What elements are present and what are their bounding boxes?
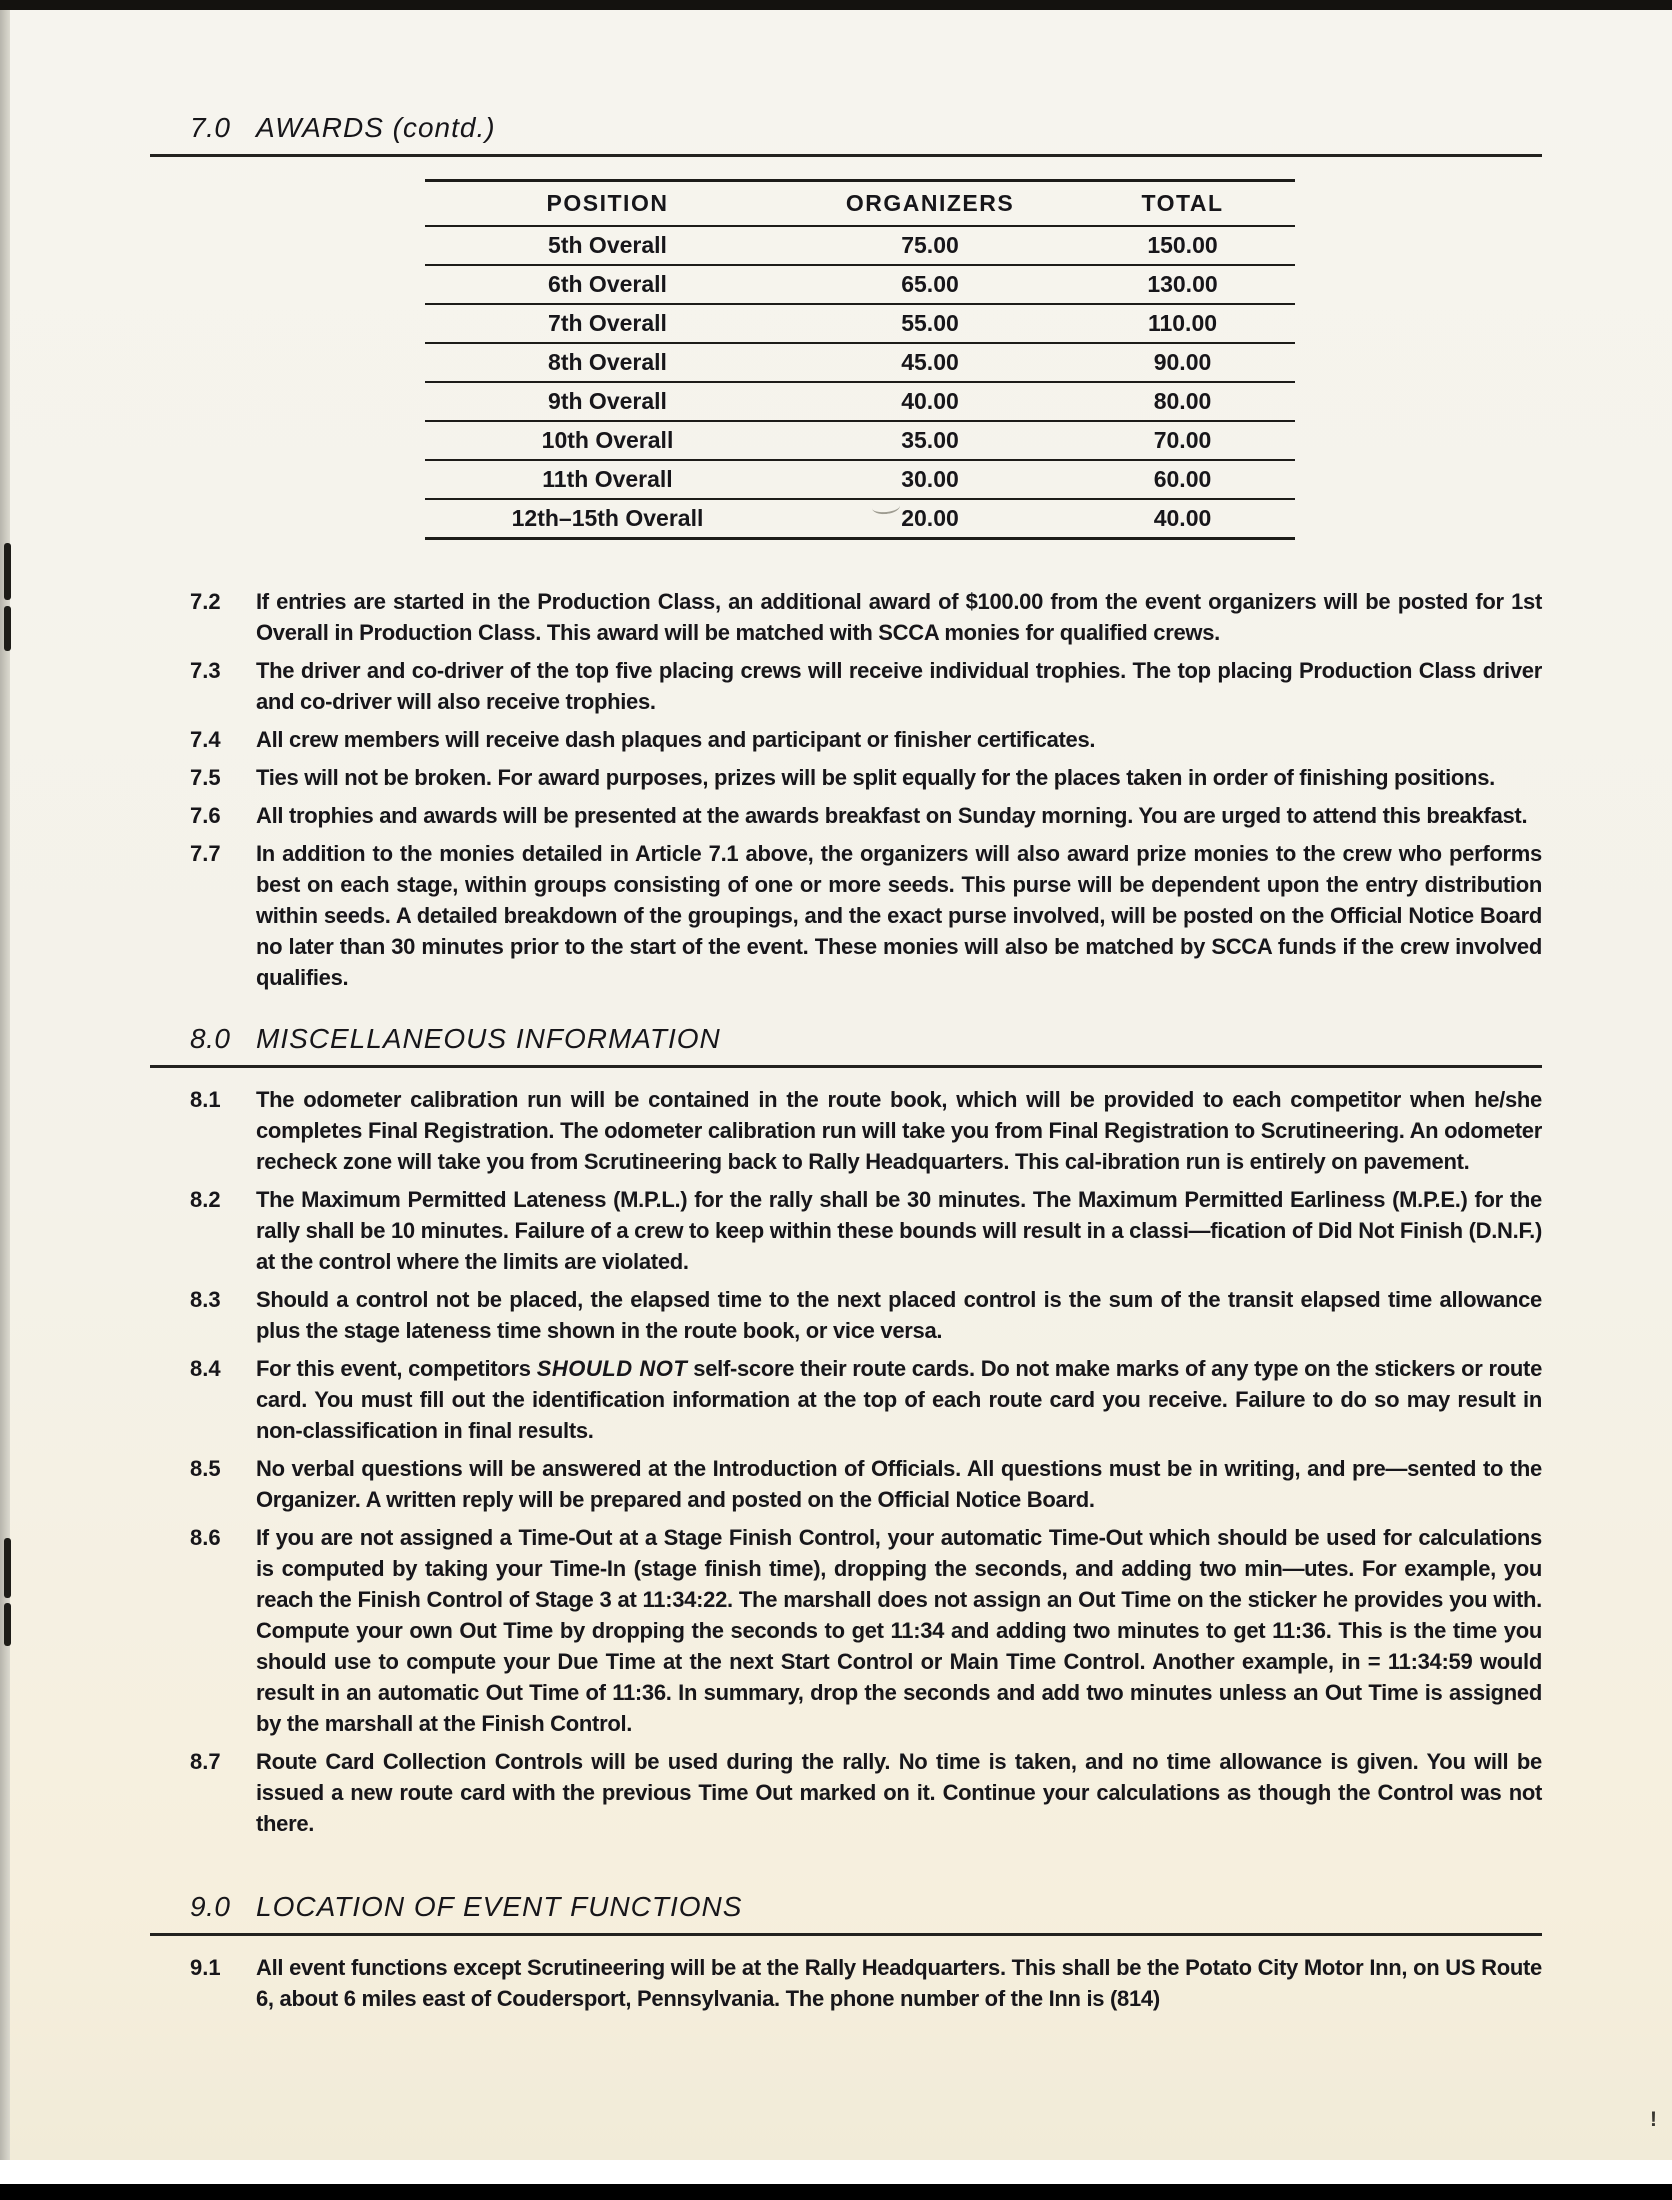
cell-total: 70.00 [1070,421,1295,460]
section-number: 7.0 [190,112,231,143]
paragraph-text: All trophies and awards will be presented at the awards breakfast on Sunday morning. You are urged to attend this breakfast. [256,803,1528,828]
cell-position: 7th Overall [425,304,790,343]
paragraph-7-2 [190,586,1542,648]
paragraph-text: The Maximum Permitted Lateness (M.P.L.) for the rally shall be 30 minutes. The Maximum Permitted Earliness (M.P.E.) for the rally shall be 10 minutes. Failure of a crew to keep within these bounds will result in a classi—fication of Did Not Finish (D.N.F.) at the control where the limits are violated. [256,1187,1542,1274]
cell-position: 12th–15th Overall [425,499,790,539]
paragraph-8-3 [190,1284,1542,1346]
paragraph-number: 7.2 [190,589,221,614]
paragraph-7-3 [190,655,1542,717]
paragraph-8-1 [190,1084,1542,1177]
cell-organizers: 55.00 [790,304,1070,343]
paragraph-text: All event functions except Scrutineering will be at the Rally Headquarters. This shall be the Potato City Motor Inn, on US Route 6, about 6 miles east of Coudersport, Pennsylvania. The phone number of the Inn is (814) [256,1955,1542,2011]
paragraph-text: If entries are started in the Production Class, an additional award of $100.00 from the event organizers will be posted for 1st Overall in Production Class. This award will be matched with SCCA monies for qualified crews. [256,589,1542,645]
paragraph-text: The odometer calibration run will be contained in the route book, which will be provided to each competitor when he/she completes Final Registration. The odometer calibration run will take you from Final Registration to Scrutineering. An odometer recheck zone will take you from Scrutineering back to Rally Headquarters. This cal-ibration run is entirely on pavement. [256,1087,1542,1174]
heading-rule [150,154,1542,157]
paragraph-text: In addition to the monies detailed in Article 7.1 above, the organizers will also award prize monies to the crew who performs best on each stage, within groups consisting of one or more seeds. This purse will be dependent upon the entry distribution within seeds. A detailed breakdown of the groupings, and the exact purse involved, will be posted on the Official Notice Board no later than 30 minutes prior to the start of the event. These monies will also be matched by SCCA funds if the crew involved qualifies. [256,841,1542,990]
cell-position: 6th Overall [425,265,790,304]
cell-total: 80.00 [1070,382,1295,421]
section-heading-9 [190,1891,1542,1923]
section-title: LOCATION OF EVENT FUNCTIONS [256,1891,743,1922]
paragraph-text: Ties will not be broken. For award purposes, prizes will be split equally for the places taken in order of finishing positions. [256,765,1495,790]
binding-mark [4,606,11,651]
binding-mark [4,1538,11,1598]
paragraph-number: 8.4 [190,1356,221,1381]
table-row [425,343,1295,382]
cell-position: 10th Overall [425,421,790,460]
paragraph-text [256,1353,1542,1446]
section-heading-8 [190,1023,1542,1055]
section-number: 8.0 [190,1023,231,1054]
paragraph-number: 7.4 [190,727,221,752]
table-row [425,304,1295,343]
paragraph-text: The driver and co-driver of the top five placing crews will receive individual trophies. The top placing Production Class driver and co-driver will also receive trophies. [256,658,1542,714]
paragraph-7-7 [190,838,1542,993]
paragraph-number: 8.3 [190,1287,221,1312]
paragraph-emphasis: SHOULD NOT [536,1356,688,1381]
cell-organizers: 45.00 [790,343,1070,382]
cell-position: 5th Overall [425,226,790,265]
binding-mark [4,543,11,600]
table-row [425,382,1295,421]
table-row [425,421,1295,460]
paragraph-7-6 [190,800,1542,831]
paragraph-text: Route Card Collection Controls will be used during the rally. No time is taken, and no time allowance is given. You will be issued a new route card with the previous Time Out marked on it. Continue your calculations as though the Control was not there. [256,1749,1542,1836]
paragraph-number: 9.1 [190,1955,221,1980]
paragraph-7-4 [190,724,1542,755]
cell-organizers: 75.00 [790,226,1070,265]
cell-total: 60.00 [1070,460,1295,499]
paragraph-8-4 [190,1353,1542,1446]
paragraph-number: 8.1 [190,1087,221,1112]
cell-organizers: 40.00 [790,382,1070,421]
scan-top-edge [0,0,1672,10]
cell-organizers: 30.00 [790,460,1070,499]
table-row [425,265,1295,304]
cell-position: 9th Overall [425,382,790,421]
section-title: MISCELLANEOUS INFORMATION [256,1023,721,1054]
scan-bottom-edge [0,2184,1672,2200]
paragraph-text-segment: self-score their route cards. Do not make marks of any type on the stickers or route card. You must fill out the identification information at the top of each route card you receive. Failure to do so may result in non-classification in final results. [256,1356,1542,1443]
paragraph-number: 8.7 [190,1749,221,1774]
paragraph-8-2 [190,1184,1542,1277]
paragraph-number: 7.7 [190,841,221,866]
paragraph-text: If you are not assigned a Time-Out at a Stage Finish Control, your automatic Time-Out which should be used for calculations is computed by taking your Time-In (stage finish time), dropping the seconds, and adding two min—utes. For example, you reach the Finish Control of Stage 3 at 11:34:22. The marshall does not assign an Out Time on the sticker he provides you with. Compute your own Out Time by dropping the seconds to get 11:34 and adding two minutes to get 11:36. This is the time you should use to compute your Due Time at the next Start Control or Main Time Control. Another example, in = 11:34:59 would result in an automatic Out Time of 11:36. In summary, drop the seconds and add two minutes unless an Out Time is assigned by the marshall at the Finish Control. [256,1525,1542,1736]
section-title: AWARDS (contd.) [256,112,496,143]
table-row [425,226,1295,265]
section-number: 9.0 [190,1891,231,1922]
paragraph-text: No verbal questions will be answered at the Introduction of Officials. All questions must be in writing, and pre—sented to the Organizer. A written reply will be prepared and posted on the Official Notice Board. [256,1456,1542,1512]
table-header-row [425,181,1295,227]
paragraph-text: All crew members will receive dash plaques and participant or finisher certificates. [256,727,1096,752]
binding-mark [4,1603,11,1646]
paragraph-number: 8.6 [190,1525,221,1550]
cell-organizers: 35.00 [790,421,1070,460]
cell-organizers: 20.00 [790,499,1070,539]
paragraph-number: 7.5 [190,765,221,790]
stray-ink-mark: ! [1650,2108,1657,2131]
column-header-position: POSITION [425,181,790,227]
awards-table [425,179,1295,540]
paragraph-8-6 [190,1522,1542,1739]
paragraph-9-1 [190,1952,1542,2014]
cell-total: 150.00 [1070,226,1295,265]
paragraph-number: 7.6 [190,803,221,828]
paragraph-7-5 [190,762,1542,793]
cell-total: 130.00 [1070,265,1295,304]
paragraph-number: 8.5 [190,1456,221,1481]
cell-position: 11th Overall [425,460,790,499]
paragraph-number: 8.2 [190,1187,221,1212]
cell-total: 40.00 [1070,499,1295,539]
section-heading-7 [190,112,1542,144]
paragraph-text-segment: For this event, competitors [256,1356,537,1381]
paragraph-text: Should a control not be placed, the elapsed time to the next placed control is the sum of the transit elapsed time allowance plus the stage lateness time shown in the route book, or vice versa. [256,1287,1542,1343]
column-header-total: TOTAL [1070,181,1295,227]
paragraph-8-5 [190,1453,1542,1515]
table-row [425,460,1295,499]
cell-total: 110.00 [1070,304,1295,343]
page-content [190,112,1542,2021]
table-row [425,499,1295,539]
cell-total: 90.00 [1070,343,1295,382]
page-left-edge [0,10,10,2160]
paragraph-number: 7.3 [190,658,221,683]
column-header-organizers: ORGANIZERS [790,181,1070,227]
cell-position: 8th Overall [425,343,790,382]
paragraph-8-7 [190,1746,1542,1839]
cell-organizers: 65.00 [790,265,1070,304]
